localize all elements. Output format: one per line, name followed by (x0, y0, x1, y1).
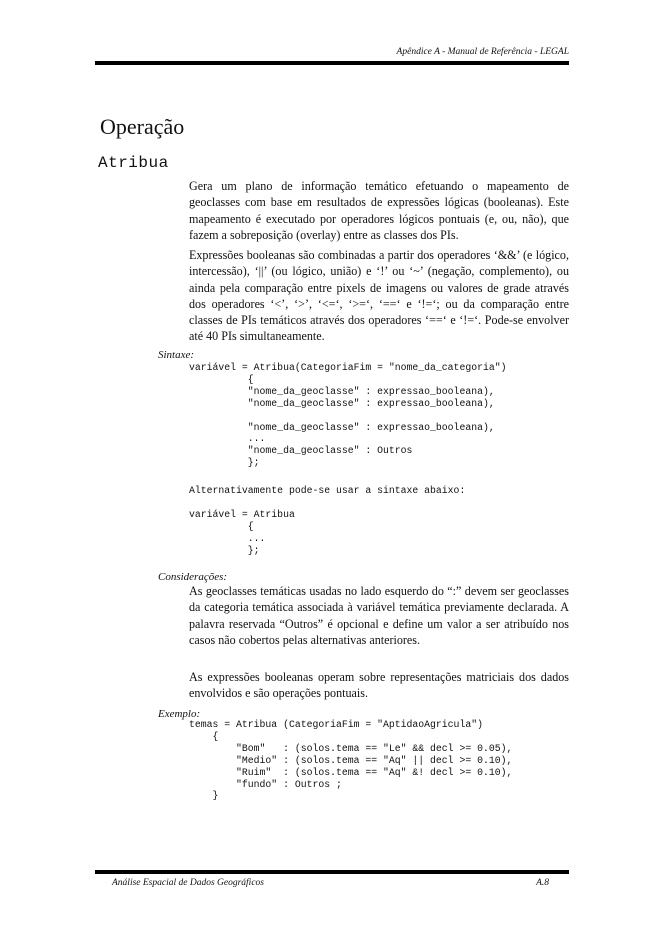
footer-book-title: Análise Espacial de Dados Geográficos (112, 878, 264, 888)
footer-rule (95, 870, 569, 874)
function-name: Atribua (98, 154, 169, 172)
considerations-paragraph-2: As expressões booleanas operam sobre representações matriciais dos dados envolvidos e são operações pontuais. (189, 670, 569, 701)
syntax-alternative-intro: Alternativamente pode-se usar a sintaxe abaixo: (189, 485, 466, 496)
page-number: A.8 (536, 878, 549, 888)
section-title: Operação (100, 114, 185, 139)
header-rule (95, 61, 569, 65)
considerations-label: Considerações: (158, 571, 228, 583)
example-label: Exemplo: (158, 708, 201, 720)
description-paragraph-2: Expressões booleanas são combinadas a partir dos operadores ‘&&’ (e lógico, intercessão), ‘||’ (ou lógico, união) e ‘!’ ou ‘~’ (negação, complemento), ou ainda pela comparação entre pixels de imagens ou valores de grade através dos operadores ‘<’, ‘>’, ‘<=‘, ‘>=‘, ‘==‘ e ‘!=‘; ou da comparação entre classes de PIs temáticos através dos operadores ‘==‘ e ‘!=‘. Pode-se envolver até 40 PIs simultaneamente. (189, 248, 569, 344)
example-code-block: temas = Atribua (CategoriaFim = "AptidaoAgricula") { "Bom" : (solos.tema == "Le" && decl >= 0.05), "Medio" : (solos.tema == "Aq" || decl >= 0.10), "Ruim" : (solos.tema == "Aq" &! decl >= 0.10), "fundo" : Outros ; } (189, 719, 513, 802)
description-paragraph-1: Gera um plano de informação temático efetuando o mapeamento de geoclasses com base em resultados de expressões lógicas (booleanas). Este mapeamento é executado por operadores lógicos pontuais (e, ou, não), que fazem a sobreposição (overlay) entre as classes dos PIs. (189, 179, 569, 242)
syntax-alternative-code-block: variável = Atribua { ... }; (189, 509, 295, 556)
considerations-paragraph-1: As geoclasses temáticas usadas no lado esquerdo do “:” devem ser geoclasses da categoria temática associada à variável temática previamente declarada. A palavra reservada “Outros” é opcional e define um valor a ser atribuído nos casos não cobertos pelas alternativas anteriores. (189, 584, 569, 647)
syntax-code-block: variável = Atribua(CategoriaFim = "nome_da_categoria") { "nome_da_geoclasse" : expressao_booleana), "nome_da_geoclasse" : expressao_booleana), "nome_da_geoclasse" : expressao_booleana), ... "nome_da_geoclasse" : Outros }; (189, 362, 507, 469)
syntax-label: Sintaxe: (158, 349, 195, 361)
running-header: Apêndice A - Manual de Referência - LEGAL (396, 47, 569, 57)
